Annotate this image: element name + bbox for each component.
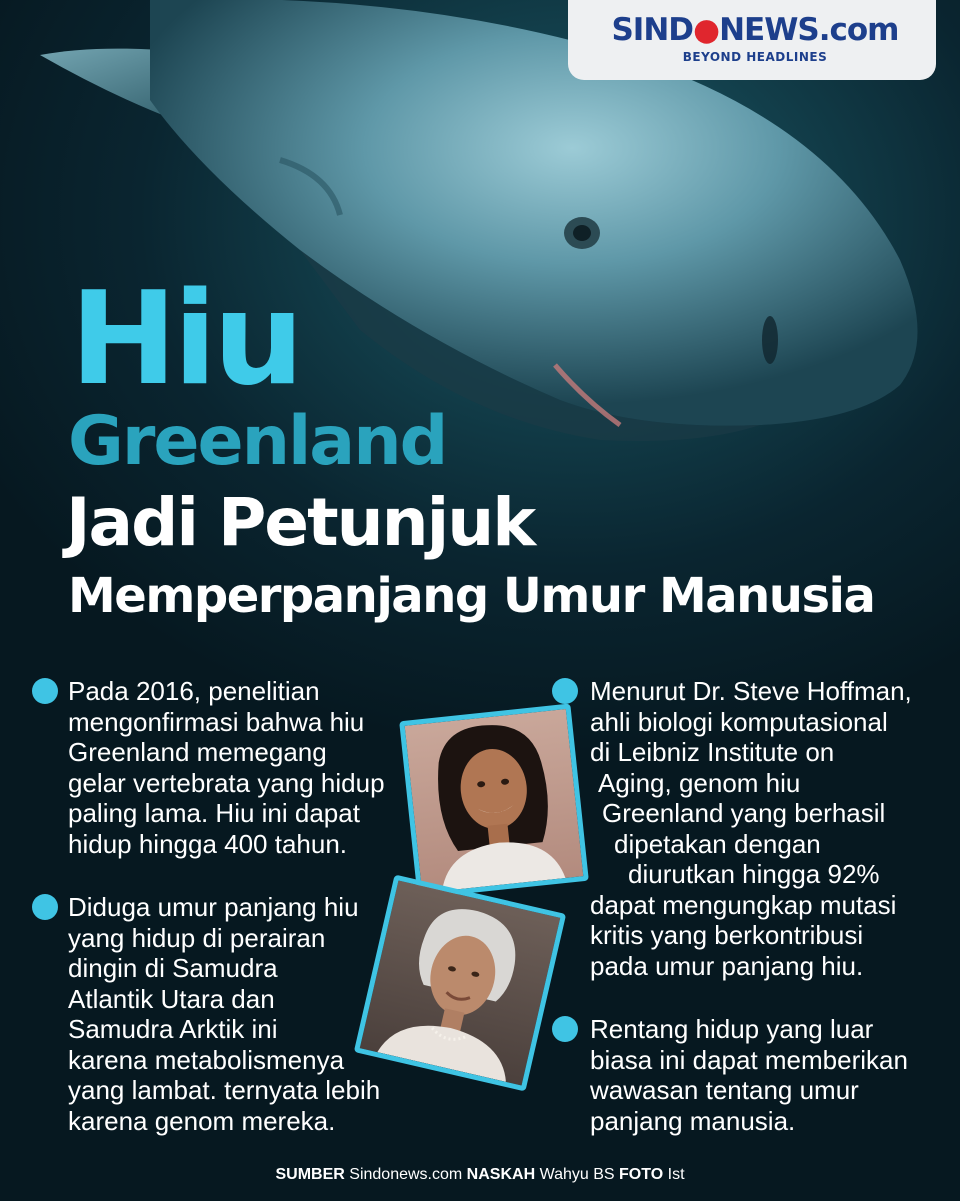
- bullet-line: kritis yang berkontribusi: [590, 920, 864, 950]
- bullet-line: dipetakan dengan: [614, 828, 821, 859]
- headline-line-1: Hiu: [70, 265, 301, 414]
- bullet-line: Diduga umur panjang hiu: [68, 892, 359, 922]
- bullet-dot-icon: [552, 1016, 578, 1042]
- bullet-line: dingin di Samudra: [68, 953, 278, 983]
- logo-text-left: SIND: [611, 12, 694, 48]
- logo-dot-icon: ●: [693, 12, 720, 48]
- headline-line-2: Greenland: [68, 402, 447, 481]
- logo-wordmark: [590, 12, 920, 48]
- logo-tagline: BEYOND HEADLINES: [682, 50, 828, 64]
- logo-text-right: NEWS.com: [719, 12, 899, 48]
- bullet-right-2: [552, 1014, 952, 1144]
- writer-label: NASKAH: [466, 1166, 536, 1183]
- bullet-line: pada umur panjang hiu.: [590, 950, 864, 981]
- bullet-dot-icon: [32, 678, 58, 704]
- bullet-line: Samudra Arktik ini: [68, 1014, 278, 1044]
- bullet-line: wawasan tentang umur: [590, 1075, 859, 1105]
- source-label: SUMBER: [275, 1166, 345, 1183]
- bullet-line: Rentang hidup yang luar: [590, 1014, 874, 1044]
- elderly-woman-image: [360, 881, 560, 1086]
- photo-label: FOTO: [619, 1166, 664, 1183]
- headline-line-4: Memperpanjang Umur Manusia: [68, 568, 875, 624]
- bullet-dot-icon: [552, 678, 578, 704]
- bullet-line: Greenland memegang: [68, 737, 327, 767]
- bullet-line: karena metabolismenya: [68, 1044, 345, 1075]
- bullet-line: Atlantik Utara dan: [68, 983, 275, 1014]
- bullet-line: Pada 2016, penelitian: [68, 676, 320, 706]
- photo-value: Ist: [667, 1166, 685, 1183]
- bullet-line: biasa ini dapat memberikan: [590, 1044, 908, 1075]
- bullet-line: yang lambat. ternyata lebih: [68, 1075, 381, 1105]
- bullet-line: panjang manusia.: [590, 1105, 796, 1136]
- bullet-line: hidup hingga 400 tahun.: [68, 828, 348, 859]
- bullet-line: yang hidup di perairan: [68, 922, 326, 953]
- credits-footer: [0, 1166, 960, 1184]
- bullet-line: ahli biologi komputasional: [590, 706, 888, 737]
- bullet-line: Aging, genom hiu: [598, 767, 801, 798]
- bullet-line: Menurut Dr. Steve Hoffman,: [590, 676, 912, 706]
- bullet-line: Greenland yang berhasil: [602, 798, 886, 828]
- bullet-line: diurutkan hingga 92%: [628, 859, 880, 889]
- bullet-line: paling lama. Hiu ini dapat: [68, 798, 360, 828]
- bullet-left-1: [32, 676, 422, 866]
- bullet-right-1: [552, 676, 952, 986]
- brand-logo: [568, 0, 936, 80]
- source-value: Sindonews.com: [349, 1166, 463, 1183]
- writer-value: Wahyu BS: [539, 1166, 615, 1183]
- bullet-line: dapat mengungkap mutasi: [590, 889, 897, 920]
- bullet-dot-icon: [32, 894, 58, 920]
- bullet-line: mengonfirmasi bahwa hiu: [68, 706, 365, 737]
- bullet-line: karena genom mereka.: [68, 1105, 336, 1136]
- bullet-line: gelar vertebrata yang hidup: [68, 767, 385, 798]
- bullet-line: di Leibniz Institute on: [590, 737, 835, 767]
- headline-line-3: Jadi Petunjuk: [66, 484, 535, 561]
